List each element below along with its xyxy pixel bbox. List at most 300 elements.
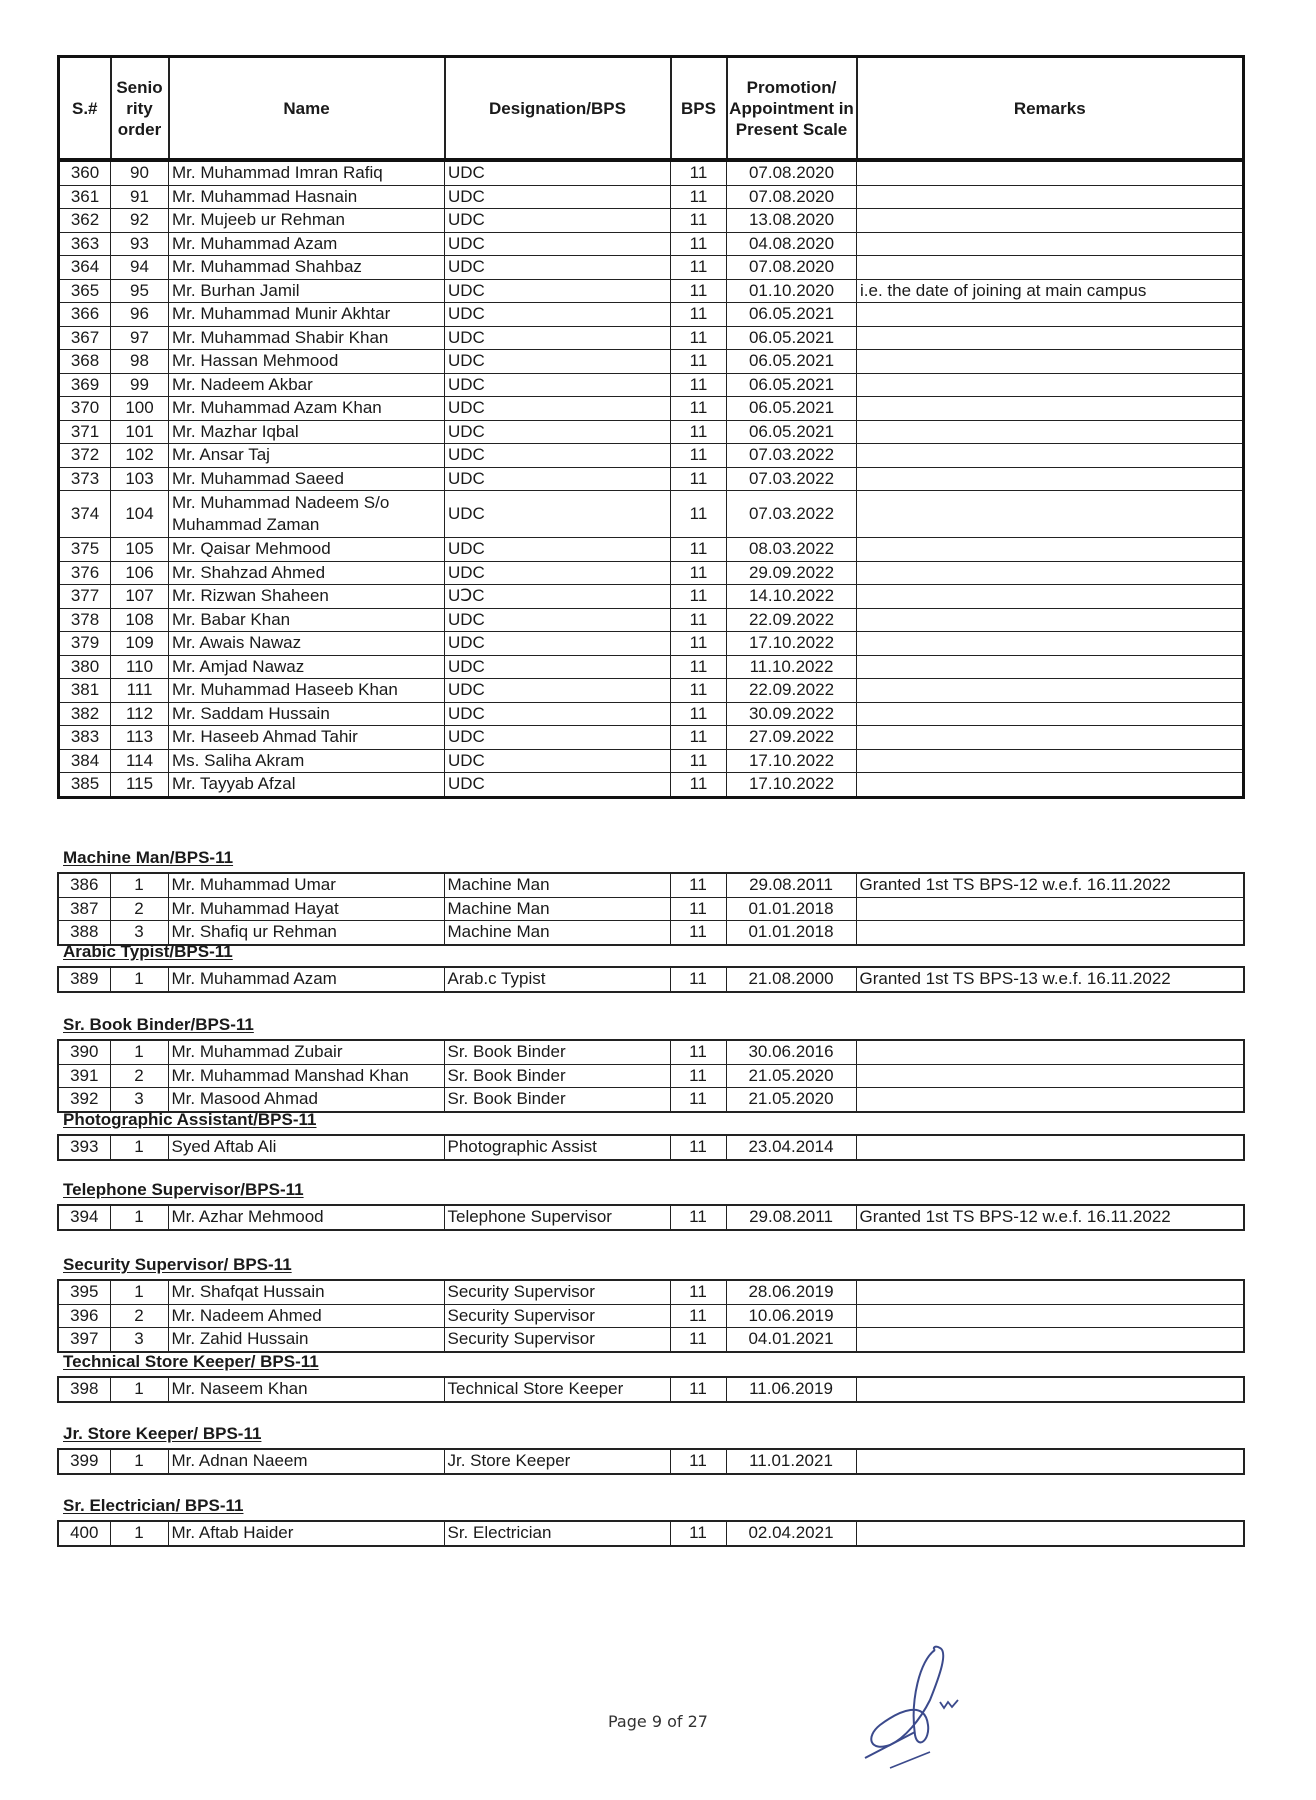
cell-name: Mr. Awais Nawaz: [169, 632, 445, 656]
section-title: Telephone Supervisor/BPS-11: [63, 1180, 304, 1199]
table-row: [59, 749, 1244, 773]
cell-name: Mr. Rizwan Shaheen: [169, 585, 445, 609]
cell-designation: UDC: [445, 702, 671, 726]
cell-promotion-date: 04.01.2021: [726, 1328, 856, 1352]
cell-name: Mr. Qaisar Mehmood: [169, 538, 445, 562]
cell-remarks: [856, 1304, 1244, 1328]
section-title: Sr. Electrician/ BPS-11: [63, 1496, 244, 1515]
section-table: [57, 1134, 1245, 1161]
cell-name: Mr. Muhammad Azam Khan: [169, 397, 445, 421]
cell-bps: 11: [670, 897, 726, 921]
cell-promotion-date: 21.08.2000: [726, 967, 856, 992]
cell-sno: 397: [58, 1328, 110, 1352]
cell-promotion-date: 07.03.2022: [727, 444, 857, 468]
cell-promotion-date: 08.03.2022: [727, 538, 857, 562]
cell-bps: 11: [671, 420, 727, 444]
table-row: [58, 1088, 1244, 1112]
section-title: Arabic Typist/BPS-11: [63, 942, 233, 961]
section-table: [57, 1204, 1245, 1231]
cell-designation: Sr. Book Binder: [444, 1064, 670, 1088]
cell-sno: 394: [58, 1205, 110, 1230]
cell-bps: 11: [671, 632, 727, 656]
cell-seniority-order: 90: [111, 160, 169, 185]
cell-designation: UDC: [445, 467, 671, 491]
cell-seniority-order: 97: [111, 326, 169, 350]
signature-icon: [840, 1640, 980, 1770]
cell-bps: 11: [671, 160, 727, 185]
cell-name: Mr. Muhammad Shabir Khan: [169, 326, 445, 350]
cell-designation: UDC: [445, 420, 671, 444]
cell-seniority-order: 1: [110, 1135, 168, 1160]
cell-sno: 374: [59, 491, 111, 538]
cell-bps: 11: [671, 608, 727, 632]
cell-sno: 400: [58, 1521, 110, 1546]
cell-seniority-order: 110: [111, 655, 169, 679]
cell-name: Mr. Muhammad Shahbaz: [169, 256, 445, 280]
header-remarks: Remarks: [857, 57, 1244, 161]
cell-remarks: [857, 256, 1244, 280]
section-title: Machine Man/BPS-11: [63, 848, 234, 867]
cell-bps: 11: [671, 279, 727, 303]
cell-remarks: [856, 1521, 1244, 1546]
section-table: [57, 966, 1245, 993]
cell-name: Mr. Hassan Mehmood: [169, 350, 445, 374]
cell-seniority-order: 107: [111, 585, 169, 609]
cell-promotion-date: 06.05.2021: [727, 350, 857, 374]
table-row: [59, 160, 1244, 185]
table-row: [58, 1304, 1244, 1328]
cell-bps: 11: [670, 1377, 726, 1402]
cell-sno: 384: [59, 749, 111, 773]
table-row: [59, 561, 1244, 585]
table-row: [58, 1280, 1244, 1304]
cell-sno: 362: [59, 209, 111, 233]
cell-seniority-order: 96: [111, 303, 169, 327]
cell-name: Mr. Azhar Mehmood: [168, 1205, 444, 1230]
table-row: [59, 773, 1244, 798]
cell-designation: UDC: [445, 444, 671, 468]
cell-sno: 380: [59, 655, 111, 679]
cell-sno: 371: [59, 420, 111, 444]
header-sno: S.#: [59, 57, 111, 161]
cell-name: Mr. Muhammad Hayat: [168, 897, 444, 921]
cell-designation: UDC: [445, 679, 671, 703]
cell-bps: 11: [671, 350, 727, 374]
cell-bps: 11: [671, 585, 727, 609]
cell-sno: 375: [59, 538, 111, 562]
cell-promotion-date: 11.10.2022: [727, 655, 857, 679]
cell-bps: 11: [671, 256, 727, 280]
cell-seniority-order: 1: [110, 967, 168, 992]
cell-name: Syed Aftab Ali: [168, 1135, 444, 1160]
cell-bps: 11: [671, 467, 727, 491]
cell-sno: 366: [59, 303, 111, 327]
cell-seniority-order: 3: [110, 921, 168, 945]
cell-designation: Technical Store Keeper: [444, 1377, 670, 1402]
cell-name: Mr. Muhammad Saeed: [169, 467, 445, 491]
header-designation: Designation/BPS: [445, 57, 671, 161]
header-name: Name: [169, 57, 445, 161]
cell-remarks: Granted 1st TS BPS-12 w.e.f. 16.11.2022: [856, 873, 1244, 897]
cell-bps: 11: [670, 967, 726, 992]
cell-seniority-order: 108: [111, 608, 169, 632]
cell-remarks: i.e. the date of joining at main campus: [857, 279, 1244, 303]
cell-remarks: [856, 1449, 1244, 1474]
cell-bps: 11: [670, 1304, 726, 1328]
cell-sno: 387: [58, 897, 110, 921]
cell-seniority-order: 2: [110, 1064, 168, 1088]
cell-promotion-date: 17.10.2022: [727, 773, 857, 798]
cell-designation: UDC: [445, 655, 671, 679]
cell-sno: 388: [58, 921, 110, 945]
cell-remarks: [857, 561, 1244, 585]
cell-remarks: [857, 726, 1244, 750]
cell-name: Mr. Babar Khan: [169, 608, 445, 632]
cell-sno: 379: [59, 632, 111, 656]
section-title: Technical Store Keeper/ BPS-11: [63, 1352, 319, 1371]
cell-promotion-date: 30.06.2016: [726, 1040, 856, 1064]
cell-sno: 361: [59, 185, 111, 209]
cell-sno: 382: [59, 702, 111, 726]
cell-sno: 393: [58, 1135, 110, 1160]
cell-sno: 365: [59, 279, 111, 303]
header-seniority-order-text: Senio rity order: [116, 77, 163, 139]
cell-promotion-date: 02.04.2021: [726, 1521, 856, 1546]
table-row: [58, 1449, 1244, 1474]
table-row: [59, 256, 1244, 280]
cell-seniority-order: 93: [111, 232, 169, 256]
cell-seniority-order: 104: [111, 491, 169, 538]
cell-designation: UDC: [445, 491, 671, 538]
cell-designation: UDC: [445, 279, 671, 303]
cell-name: Mr. Muhammad Azam: [168, 967, 444, 992]
cell-promotion-date: 22.09.2022: [727, 608, 857, 632]
cell-sno: 372: [59, 444, 111, 468]
cell-bps: 11: [670, 1280, 726, 1304]
table-row: [58, 921, 1244, 945]
cell-bps: 11: [671, 209, 727, 233]
cell-name: Mr. Zahid Hussain: [168, 1328, 444, 1352]
cell-seniority-order: 112: [111, 702, 169, 726]
cell-bps: 11: [670, 1135, 726, 1160]
cell-bps: 11: [670, 1064, 726, 1088]
cell-designation: Security Supervisor: [444, 1304, 670, 1328]
cell-seniority-order: 2: [110, 1304, 168, 1328]
cell-seniority-order: 2: [110, 897, 168, 921]
cell-seniority-order: 109: [111, 632, 169, 656]
cell-sno: 390: [58, 1040, 110, 1064]
cell-remarks: [857, 632, 1244, 656]
cell-remarks: [857, 185, 1244, 209]
cell-remarks: [857, 373, 1244, 397]
table-row: [59, 632, 1244, 656]
table-row: [58, 1205, 1244, 1230]
cell-remarks: [857, 538, 1244, 562]
cell-name: Mr. Shahzad Ahmed: [169, 561, 445, 585]
cell-bps: 11: [670, 1040, 726, 1064]
cell-promotion-date: 23.04.2014: [726, 1135, 856, 1160]
cell-seniority-order: 115: [111, 773, 169, 798]
cell-name: Mr. Adnan Naeem: [168, 1449, 444, 1474]
section-table: [57, 1376, 1245, 1403]
table-row: [59, 444, 1244, 468]
cell-designation: UↃC: [445, 585, 671, 609]
cell-promotion-date: 17.10.2022: [727, 632, 857, 656]
cell-designation: Telephone Supervisor: [444, 1205, 670, 1230]
cell-bps: 11: [670, 1449, 726, 1474]
cell-remarks: [856, 1280, 1244, 1304]
cell-sno: 364: [59, 256, 111, 280]
header-seniority-order: [111, 57, 169, 161]
cell-name: Mr. Amjad Nawaz: [169, 655, 445, 679]
cell-bps: 11: [671, 444, 727, 468]
cell-name: Mr. Muhammad Umar: [168, 873, 444, 897]
cell-seniority-order: 1: [110, 1205, 168, 1230]
table-row: [59, 679, 1244, 703]
cell-seniority-order: 91: [111, 185, 169, 209]
cell-promotion-date: 07.08.2020: [727, 256, 857, 280]
cell-sno: 398: [58, 1377, 110, 1402]
table-row: [59, 655, 1244, 679]
table-row: [58, 1377, 1244, 1402]
table-row: [59, 185, 1244, 209]
cell-bps: 11: [670, 921, 726, 945]
cell-remarks: [856, 1040, 1244, 1064]
table-row: [58, 1328, 1244, 1352]
cell-designation: Machine Man: [444, 873, 670, 897]
cell-promotion-date: 30.09.2022: [727, 702, 857, 726]
cell-bps: 11: [670, 1328, 726, 1352]
cell-designation: UDC: [445, 303, 671, 327]
cell-designation: Arab.c Typist: [444, 967, 670, 992]
cell-seniority-order: 94: [111, 256, 169, 280]
table-row: [59, 373, 1244, 397]
cell-designation: Photographic Assist: [444, 1135, 670, 1160]
cell-designation: Security Supervisor: [444, 1328, 670, 1352]
table-row: [59, 209, 1244, 233]
cell-designation: Sr. Book Binder: [444, 1040, 670, 1064]
cell-seniority-order: 111: [111, 679, 169, 703]
cell-designation: UDC: [445, 350, 671, 374]
cell-promotion-date: 17.10.2022: [727, 749, 857, 773]
cell-sno: 381: [59, 679, 111, 703]
cell-bps: 11: [671, 303, 727, 327]
cell-name: Mr. Muhammad Munir Akhtar: [169, 303, 445, 327]
cell-promotion-date: 10.06.2019: [726, 1304, 856, 1328]
cell-sno: 373: [59, 467, 111, 491]
cell-bps: 11: [671, 491, 727, 538]
cell-designation: UDC: [445, 256, 671, 280]
cell-remarks: [857, 326, 1244, 350]
page-number: Page 9 of 27: [608, 1712, 708, 1731]
cell-promotion-date: 07.03.2022: [727, 491, 857, 538]
cell-bps: 11: [670, 1088, 726, 1112]
table-row: [58, 1040, 1244, 1064]
cell-name: Mr. Aftab Haider: [168, 1521, 444, 1546]
table-row: [58, 967, 1244, 992]
cell-name: Mr. Muhammad Manshad Khan: [168, 1064, 444, 1088]
section-table: [57, 1520, 1245, 1547]
cell-designation: UDC: [445, 185, 671, 209]
cell-name: Mr. Burhan Jamil: [169, 279, 445, 303]
cell-designation: Machine Man: [444, 897, 670, 921]
cell-sno: 369: [59, 373, 111, 397]
cell-sno: 386: [58, 873, 110, 897]
cell-remarks: [856, 921, 1244, 945]
cell-remarks: [856, 1377, 1244, 1402]
cell-seniority-order: 1: [110, 873, 168, 897]
cell-sno: 367: [59, 326, 111, 350]
cell-remarks: [857, 444, 1244, 468]
cell-remarks: [857, 655, 1244, 679]
cell-seniority-order: 101: [111, 420, 169, 444]
cell-promotion-date: 22.09.2022: [727, 679, 857, 703]
header-promotion-date: Promotion/ Appointment in Present Scale: [727, 57, 857, 161]
cell-bps: 11: [671, 185, 727, 209]
cell-bps: 11: [670, 1521, 726, 1546]
cell-remarks: [857, 702, 1244, 726]
cell-sno: 368: [59, 350, 111, 374]
cell-remarks: [857, 160, 1244, 185]
cell-designation: Machine Man: [444, 921, 670, 945]
cell-remarks: [857, 303, 1244, 327]
cell-designation: UDC: [445, 608, 671, 632]
cell-designation: Jr. Store Keeper: [444, 1449, 670, 1474]
cell-promotion-date: 21.05.2020: [726, 1088, 856, 1112]
cell-name: Mr. Shafiq ur Rehman: [168, 921, 444, 945]
cell-designation: UDC: [445, 160, 671, 185]
cell-seniority-order: 1: [110, 1040, 168, 1064]
cell-seniority-order: 114: [111, 749, 169, 773]
table-row: [59, 491, 1244, 538]
cell-sno: 395: [58, 1280, 110, 1304]
cell-remarks: [856, 1328, 1244, 1352]
cell-bps: 11: [670, 873, 726, 897]
cell-sno: 392: [58, 1088, 110, 1112]
table-row: [59, 420, 1244, 444]
cell-name: Mr. Naseem Khan: [168, 1377, 444, 1402]
section-table: [57, 1039, 1245, 1113]
cell-remarks: [856, 897, 1244, 921]
cell-seniority-order: 92: [111, 209, 169, 233]
section-title: Security Supervisor/ BPS-11: [63, 1255, 292, 1274]
cell-promotion-date: 29.08.2011: [726, 1205, 856, 1230]
table-row: [59, 467, 1244, 491]
cell-sno: 383: [59, 726, 111, 750]
cell-remarks: [857, 749, 1244, 773]
cell-sno: 385: [59, 773, 111, 798]
cell-name: Mr. Nadeem Ahmed: [168, 1304, 444, 1328]
cell-remarks: [857, 608, 1244, 632]
cell-seniority-order: 103: [111, 467, 169, 491]
cell-designation: UDC: [445, 773, 671, 798]
cell-bps: 11: [671, 561, 727, 585]
section-title: Sr. Book Binder/BPS-11: [63, 1015, 254, 1034]
cell-designation: UDC: [445, 373, 671, 397]
cell-bps: 11: [671, 538, 727, 562]
cell-remarks: [856, 1064, 1244, 1088]
table-row: [59, 702, 1244, 726]
cell-promotion-date: 29.09.2022: [727, 561, 857, 585]
cell-seniority-order: 1: [110, 1521, 168, 1546]
cell-seniority-order: 100: [111, 397, 169, 421]
cell-sno: 396: [58, 1304, 110, 1328]
cell-name: Mr. Muhammad Haseeb Khan: [169, 679, 445, 703]
cell-bps: 11: [671, 773, 727, 798]
cell-sno: 377: [59, 585, 111, 609]
cell-promotion-date: 07.08.2020: [727, 160, 857, 185]
cell-promotion-date: 11.06.2019: [726, 1377, 856, 1402]
cell-designation: UDC: [445, 326, 671, 350]
cell-remarks: [857, 350, 1244, 374]
cell-seniority-order: 99: [111, 373, 169, 397]
cell-remarks: [856, 1088, 1244, 1112]
cell-seniority-order: 1: [110, 1449, 168, 1474]
table-row: [58, 1521, 1244, 1546]
cell-sno: 376: [59, 561, 111, 585]
cell-bps: 11: [671, 232, 727, 256]
cell-name: Mr. Saddam Hussain: [169, 702, 445, 726]
cell-promotion-date: 06.05.2021: [727, 326, 857, 350]
cell-seniority-order: 95: [111, 279, 169, 303]
cell-bps: 11: [671, 655, 727, 679]
cell-promotion-date: 21.05.2020: [726, 1064, 856, 1088]
cell-promotion-date: 07.03.2022: [727, 467, 857, 491]
cell-seniority-order: 3: [110, 1088, 168, 1112]
cell-promotion-date: 06.05.2021: [727, 397, 857, 421]
cell-designation: UDC: [445, 538, 671, 562]
cell-bps: 11: [671, 373, 727, 397]
cell-name: Mr. Tayyab Afzal: [169, 773, 445, 798]
cell-remarks: [857, 397, 1244, 421]
table-header-row: [59, 57, 1244, 161]
cell-promotion-date: 14.10.2022: [727, 585, 857, 609]
cell-remarks: [856, 1135, 1244, 1160]
cell-designation: Sr. Book Binder: [444, 1088, 670, 1112]
cell-remarks: [857, 491, 1244, 538]
cell-bps: 11: [671, 749, 727, 773]
cell-seniority-order: 106: [111, 561, 169, 585]
cell-bps: 11: [671, 326, 727, 350]
cell-seniority-order: 98: [111, 350, 169, 374]
table-row: [59, 538, 1244, 562]
section-table: [57, 872, 1245, 946]
table-row: [58, 897, 1244, 921]
table-row: [59, 303, 1244, 327]
cell-sno: 370: [59, 397, 111, 421]
section-table: [57, 1279, 1245, 1353]
cell-designation: Sr. Electrician: [444, 1521, 670, 1546]
cell-name: Mr. Haseeb Ahmad Tahir: [169, 726, 445, 750]
cell-designation: UDC: [445, 561, 671, 585]
cell-name: Mr. Nadeem Akbar: [169, 373, 445, 397]
cell-promotion-date: 07.08.2020: [727, 185, 857, 209]
table-row: [59, 608, 1244, 632]
cell-designation: UDC: [445, 726, 671, 750]
table-row: [58, 1064, 1244, 1088]
cell-sno: 391: [58, 1064, 110, 1088]
table-row: [59, 350, 1244, 374]
cell-designation: UDC: [445, 209, 671, 233]
cell-name: Mr. Muhammad Hasnain: [169, 185, 445, 209]
cell-seniority-order: 113: [111, 726, 169, 750]
cell-designation: UDC: [445, 232, 671, 256]
cell-remarks: [857, 585, 1244, 609]
cell-bps: 11: [671, 702, 727, 726]
cell-remarks: [857, 232, 1244, 256]
cell-remarks: [857, 679, 1244, 703]
cell-designation: UDC: [445, 632, 671, 656]
